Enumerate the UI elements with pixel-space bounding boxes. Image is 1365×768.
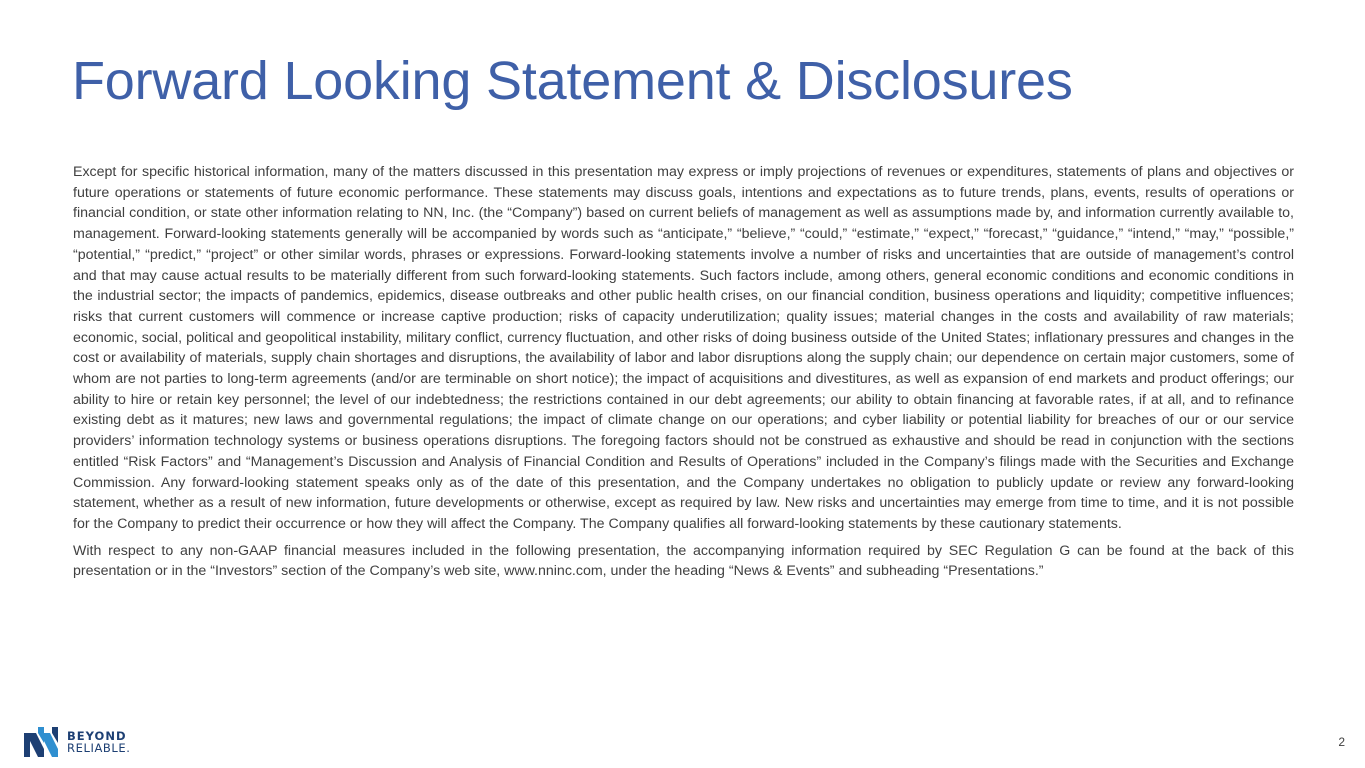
non-gaap-paragraph: With respect to any non-GAAP financial measures included in the following presentation, the accompanying information required by SEC Regulation G can be found at the back of this presentation or in the “Investors” section of the Company’s web site, www.nninc.com, under the heading “News & Events” and subheading “Presentations.”: [73, 542, 1294, 580]
page-number: 2: [1338, 735, 1345, 749]
logo-text-beyond: BEYOND: [67, 729, 127, 743]
slide-title: Forward Looking Statement & Disclosures: [72, 51, 1073, 111]
disclosure-body: [73, 162, 1294, 582]
logo-wordmark: [67, 730, 131, 754]
forward-looking-paragraph: Except for specific historical information, many of the matters discussed in this presentation may express or imply projections of revenues or expenditures, statements of plans and objectives or future operations or statements of future economic performance. These statements may discuss goals, intentions and expectations as to future trends, plans, events, results of operations or financial condition, or state other information relating to NN, Inc. (the “Company”) based on current beliefs of management as well as assumptions made by, and information currently available to, management. Forward-looking statements generally will be accompanied by words such as “anticipate,” “believe,” “could,” “estimate,” “expect,” “forecast,” “guidance,” “intend,” “may,” “possible,” “potential,” “predict,” “project” or other similar words, phrases or expressions. Forward-looking statements involve a number of risks and uncertainties that are outside of management’s control and that may cause actual results to be materially different from such forward-looking statements. Such factors include, among others, general economic conditions and economic conditions in the industrial sector; the impacts of pandemics, epidemics, disease outbreaks and other public health crises, on our financial condition, business operations and liquidity; competitive influences; risks that current customers will commence or increase captive production; risks of capacity underutilization; quality issues; material changes in the costs and availability of raw materials; economic, social, political and geopolitical instability, military conflict, currency fluctuation, and other risks of doing business outside of the United States; inflationary pressures and changes in the cost or availability of materials, supply chain shortages and disruptions, the availability of labor and labor disruptions along the supply chain; our dependence on certain major customers, some of whom are not parties to long-term agreements (and/or are terminable on short notice); the impact of acquisitions and divestitures, as well as expansion of end markets and product offerings; our ability to hire or retain key personnel; the level of our indebtedness; the restrictions contained in our debt agreements; our ability to obtain financing at favorable rates, if at all, and to refinance existing debt as it matures; new laws and governmental regulations; the impact of climate change on our operations; and cyber liability or potential liability for breaches of our or our service providers’ information technology systems or business operations disruptions. The foregoing factors should not be construed as exhaustive and should be read in conjunction with the sections entitled “Risk Factors” and “Management’s Discussion and Analysis of Financial Condition and Results of Operations” included in the Company’s filings made with the Securities and Exchange Commission. Any forward-looking statement speaks only as of the date of this presentation, and the Company undertakes no obligation to publicly update or review any forward-looking statement, whether as a result of new information, future developments or otherwise, except as required by law. New risks and uncertainties may emerge from time to time, and it is not possible for the Company to predict their occurrence or how they will affect the Company. The Company qualifies all forward-looking statements by these cautionary statements.: [73, 164, 1294, 532]
logo-text-reliable: RELIABLE.: [67, 741, 131, 755]
company-logo: [24, 727, 131, 757]
nn-logo-mark-icon: [24, 727, 62, 757]
